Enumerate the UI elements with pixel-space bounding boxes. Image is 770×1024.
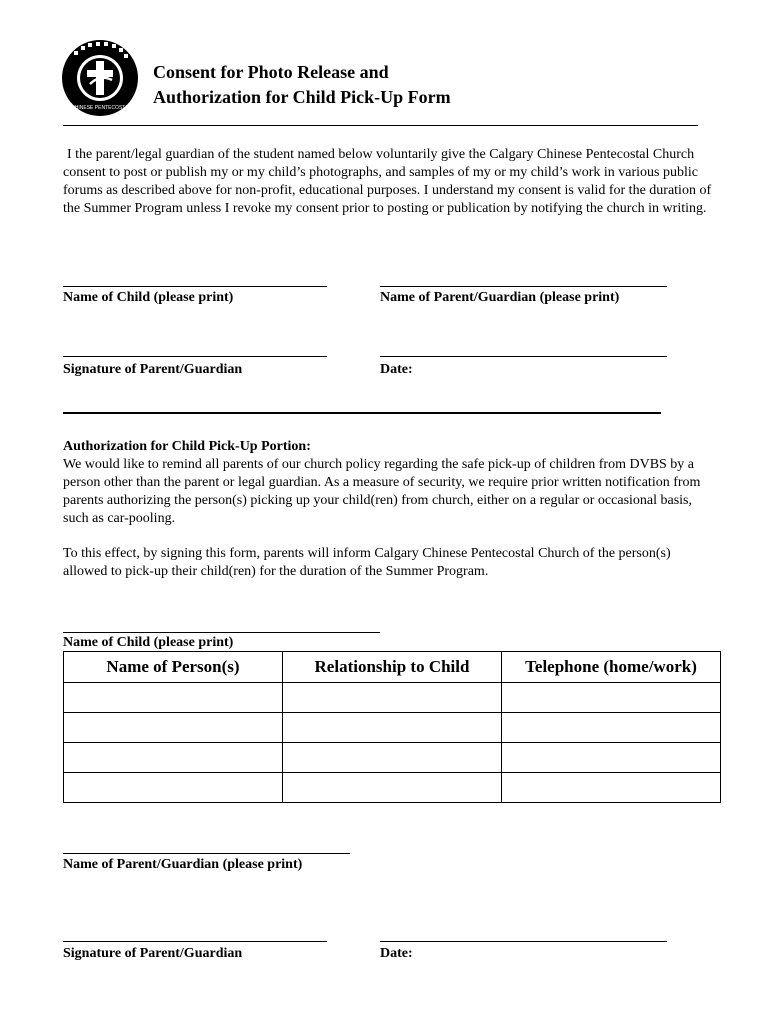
child-name-line[interactable]	[63, 286, 327, 287]
parent-name-line[interactable]	[380, 286, 667, 287]
table-row	[64, 713, 721, 743]
table-header-row	[64, 652, 721, 683]
pickup-parent-name-label: Name of Parent/Guardian (please print)	[63, 857, 303, 872]
table-cell[interactable]	[64, 743, 283, 773]
pickup-parent-name-line[interactable]	[63, 853, 350, 854]
column-header: Telephone (home/work)	[502, 652, 721, 683]
parent-name-label: Name of Parent/Guardian (please print)	[380, 290, 620, 305]
table-cell[interactable]	[283, 683, 502, 713]
table-row	[64, 773, 721, 803]
column-header: Relationship to Child	[283, 652, 502, 683]
pickup-signature-line[interactable]	[63, 941, 327, 942]
table-cell[interactable]	[502, 743, 721, 773]
signature-label: Signature of Parent/Guardian	[63, 362, 243, 377]
pickup-child-name-label: Name of Child (please print)	[63, 635, 234, 650]
consent-paragraph: I the parent/legal guardian of the student named below voluntarily give the Calgary Chinese Pentecostal Church consent to post or publish my or my child’s photographs, and samples of my or my child’s work in various public forums as described above for non-profit, educational purposes. I understand my consent is valid for the duration of the Summer Program unless I revoke my consent prior to posting or publication by notifying the church in writing.	[63, 147, 712, 216]
pickup-paragraph-2: To this effect, by signing this form, parents will inform Calgary Chinese Pentecostal Church of the person(s) allowed to pick-up their child(ren) for the duration of the Summer Program.	[63, 546, 671, 579]
header-divider	[63, 125, 698, 126]
table-cell[interactable]	[283, 773, 502, 803]
pickup-date-line[interactable]	[380, 941, 667, 942]
child-name-label: Name of Child (please print)	[63, 290, 234, 305]
logo-text: CALGARY CHINESE PENTECOSTAL CHURCH	[46, 105, 154, 111]
pickup-paragraph-1: We would like to remind all parents of our church policy regarding the safe pick-up of children from DVBS by a person other than the parent or legal guardian. As a measure of security, we require prior written notification from parents authorizing the person(s) picking up your child(ren) from church, either on a regular or occasional basis, such as car-pooling.	[63, 457, 701, 526]
table-cell[interactable]	[502, 683, 721, 713]
table-cell[interactable]	[64, 713, 283, 743]
column-header: Name of Person(s)	[64, 652, 283, 683]
table-cell[interactable]	[64, 773, 283, 803]
table-cell[interactable]	[502, 713, 721, 743]
table-row	[64, 683, 721, 713]
table-cell[interactable]	[283, 713, 502, 743]
pickup-date-label: Date:	[380, 946, 413, 961]
table-cell[interactable]	[64, 683, 283, 713]
date-label: Date:	[380, 362, 413, 377]
pickup-persons-table	[63, 651, 721, 803]
table-row	[64, 743, 721, 773]
title-line-1: Consent for Photo Release and	[153, 62, 389, 82]
pickup-signature-label: Signature of Parent/Guardian	[63, 946, 243, 961]
title-line-2: Authorization for Child Pick-Up Form	[153, 87, 451, 107]
date-line[interactable]	[380, 356, 667, 357]
section-divider	[63, 412, 661, 414]
table-cell[interactable]	[502, 773, 721, 803]
pickup-child-name-line[interactable]	[63, 632, 380, 633]
signature-line[interactable]	[63, 356, 327, 357]
table-cell[interactable]	[283, 743, 502, 773]
church-logo	[46, 38, 154, 118]
pickup-heading: Authorization for Child Pick-Up Portion:	[63, 439, 311, 454]
